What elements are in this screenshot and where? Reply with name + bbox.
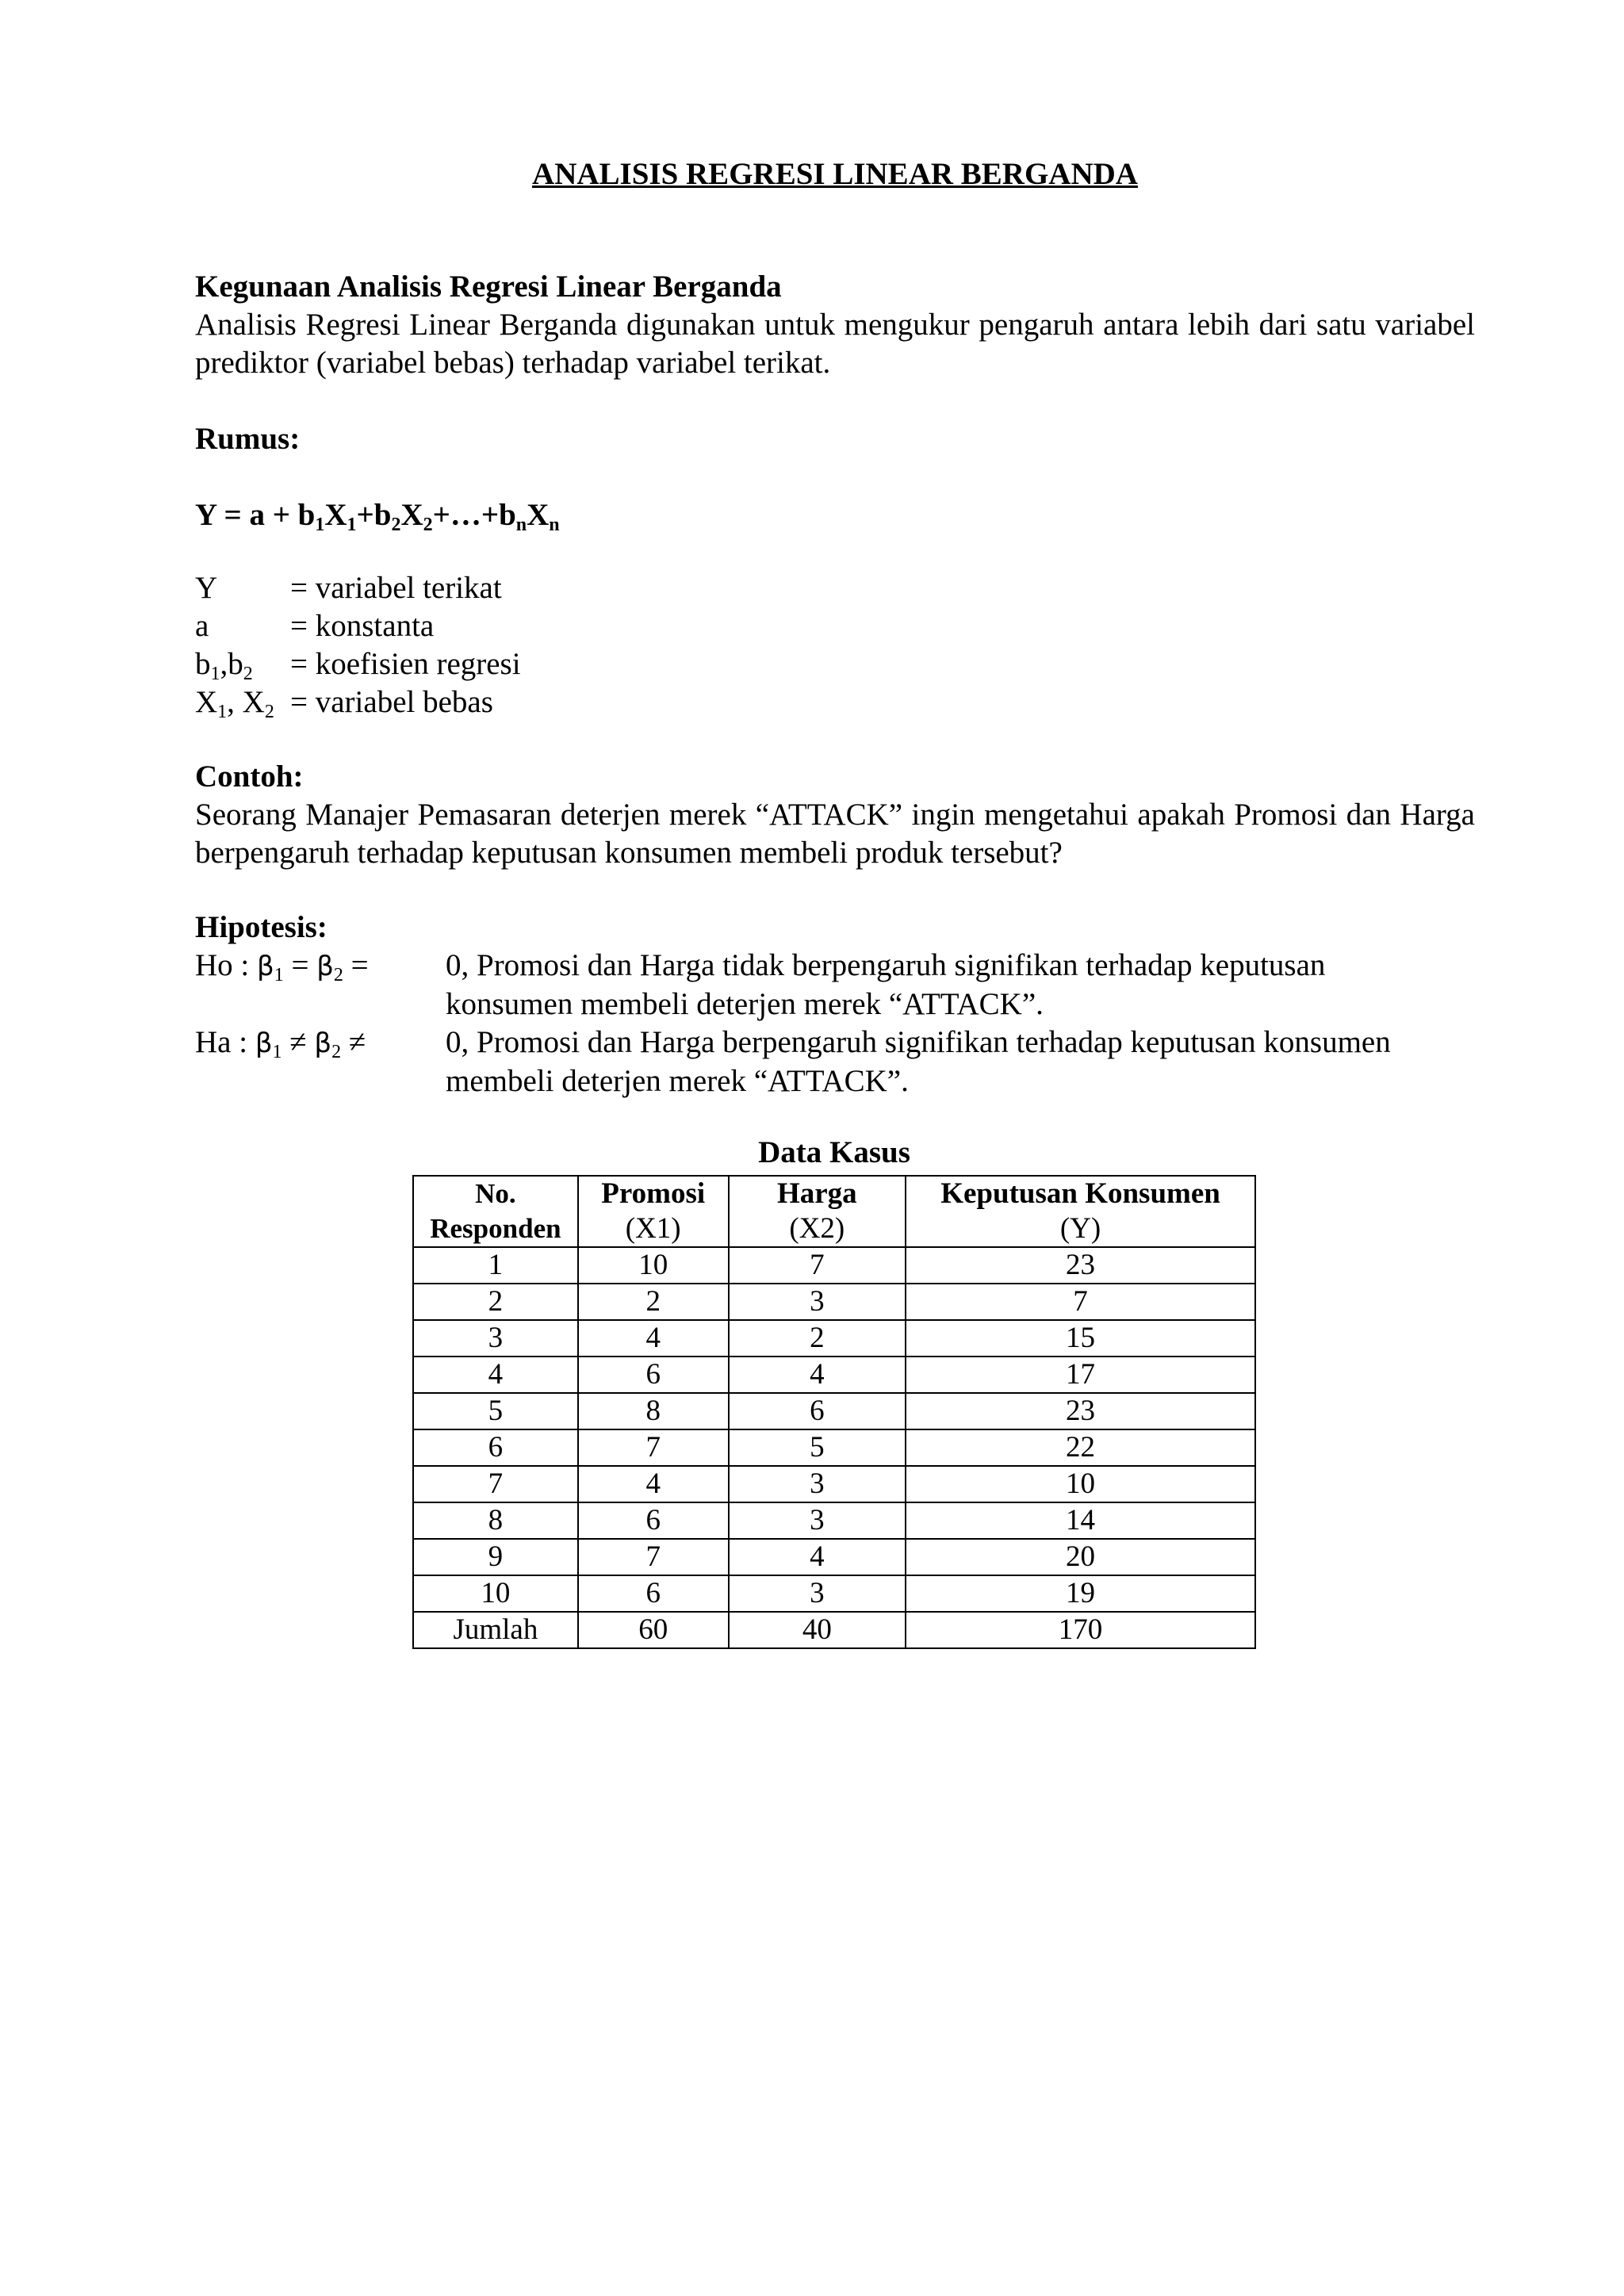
hypothesis-null-continued: konsumen membeli deterjen merek “ATTACK”. <box>446 987 1044 1021</box>
table-header-row <box>413 1176 1255 1247</box>
table-row: 6 7 5 22 <box>413 1429 1255 1466</box>
table-row: 4 6 4 17 <box>413 1357 1255 1393</box>
definition-row: $b_1,b_2$ = koefisien regresi <box>195 647 521 684</box>
definition-row: a = konstanta <box>195 609 435 643</box>
data-table <box>412 1175 1256 1649</box>
hypothesis-alternative: Ha : $\beta_1 \ne \beta_2$ ≠ 0, Promosi dan Harga berpengaruh signifikan terhadap keputusan konsumen <box>195 1025 1391 1062</box>
table-total-row: Jumlah 60 40 170 <box>413 1612 1255 1648</box>
table-row: 10 6 3 19 <box>413 1575 1255 1612</box>
header-no-responden: No. Responden <box>413 1176 578 1247</box>
header-harga: Harga (X2) <box>729 1176 906 1247</box>
table-caption: Data Kasus <box>758 1135 910 1169</box>
table-row: 1 10 7 23 <box>413 1247 1255 1284</box>
header-keputusan: Keputusan Konsumen (Y) <box>906 1176 1255 1247</box>
hipotesis-section <box>195 909 1475 1100</box>
definition-row: Y = variabel terikat <box>195 571 502 605</box>
table-row: 9 7 4 20 <box>413 1539 1255 1575</box>
kegunaan-section <box>195 268 1475 382</box>
kegunaan-heading: Kegunaan Analisis Regresi Linear Berganda <box>195 270 782 304</box>
contoh-heading: Contoh: <box>195 760 304 794</box>
table-row: 8 6 3 14 <box>413 1502 1255 1539</box>
table-row: 5 8 6 23 <box>413 1393 1255 1429</box>
hypothesis-null: Ho : $\beta_1 = \beta_2$ = 0, Promosi dan Harga tidak berpengaruh signifikan terhadap keputusan <box>195 948 1326 985</box>
table-row: 2 2 3 7 <box>413 1284 1255 1320</box>
header-promosi: Promosi (X1) <box>578 1176 729 1247</box>
document-title: ANALISIS REGRESI LINEAR BERGANDA <box>532 157 1138 191</box>
definition-row: $X_1$, $X_2$ = variabel bebas <box>195 685 493 722</box>
table-row: 3 4 2 15 <box>413 1320 1255 1357</box>
hipotesis-heading: Hipotesis: <box>195 910 327 944</box>
rumus-heading: Rumus: <box>195 422 301 456</box>
table-row: 7 4 3 10 <box>413 1466 1255 1502</box>
regression-formula: $Y = a + b_1X_1+b_2X_2+\dots+b_nX_n$ <box>195 498 560 535</box>
hypothesis-alternative-continued: membeli deterjen merek “ATTACK”. <box>446 1064 909 1098</box>
contoh-text: Seorang Manajer Pemasaran deterjen merek “ATTACK” ingin mengetahui apakah Promosi dan Harga berpengaruh terhadap keputusan konsumen membeli produk tersebut? <box>195 798 1475 870</box>
contoh-section <box>195 758 1475 872</box>
formula-definitions <box>195 569 1475 721</box>
kegunaan-text: Analisis Regresi Linear Berganda digunakan untuk mengukur pengaruh antara lebih dari satu variabel prediktor (variabel bebas) terhadap variabel terikat. <box>195 308 1475 380</box>
